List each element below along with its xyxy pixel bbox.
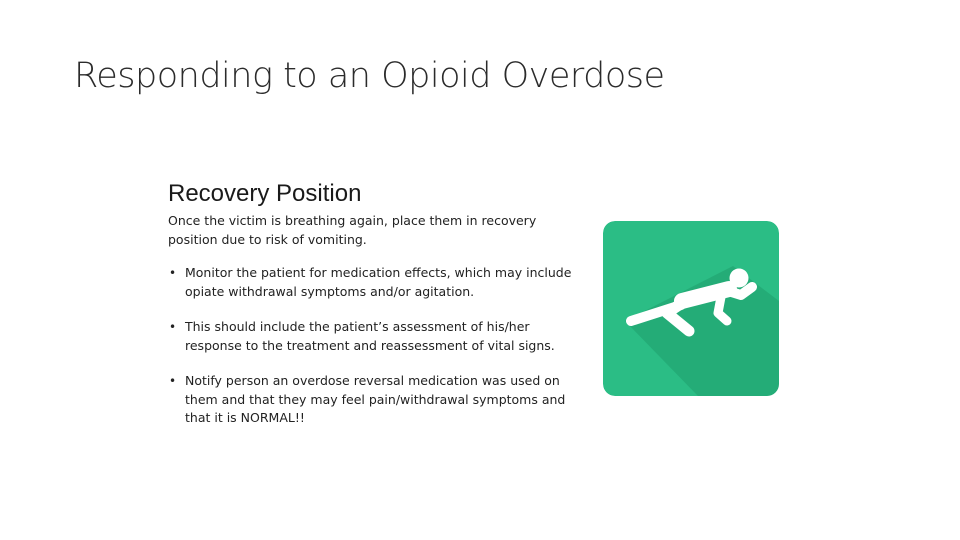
bullet-text: This should include the patient’s assessment of his/her response to the treatment and reassessment of vital signs. <box>185 319 555 353</box>
bullet-marker: • <box>169 374 177 388</box>
bullet-item <box>168 372 588 428</box>
bullet-text: Notify person an overdose reversal medication was used on them and that they may feel pain/withdrawal symptoms and that it is NORMAL!! <box>185 373 566 425</box>
intro-text: Once the victim is breathing again, place them in recovery position due to risk of vomiting. <box>168 213 537 247</box>
slide-title: Responding to an Opioid Overdose <box>74 56 665 96</box>
bullet-text: Monitor the patient for medication effects, which may include opiate withdrawal symptoms and/or agitation. <box>185 265 572 299</box>
recovery-position-icon <box>603 221 779 396</box>
bullet-item <box>168 318 588 355</box>
bullet-marker: • <box>169 266 177 280</box>
section-heading: Recovery Position <box>168 180 362 207</box>
bullet-item <box>168 264 588 301</box>
bullet-list <box>168 264 588 445</box>
bullet-marker: • <box>169 320 177 334</box>
